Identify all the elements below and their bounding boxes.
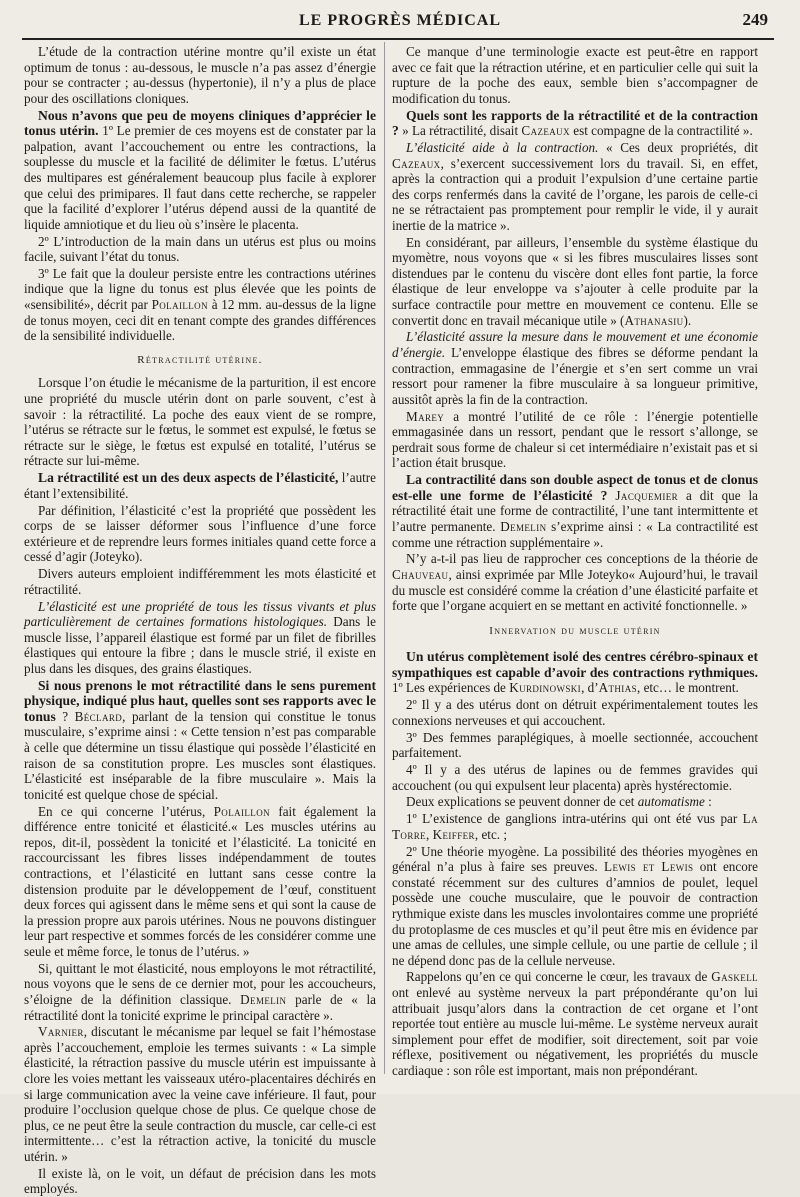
paragraph xyxy=(24,1024,376,1164)
author-name: Athanasiu xyxy=(624,312,684,328)
page-number: 249 xyxy=(742,10,768,29)
italic-statement: L’élasticité est une propriété de tous les tissus vivants et plus particulièrement de certaines formations histologiques. xyxy=(24,598,376,630)
paragraph-text: , ainsi exprimée par Mlle Joteyko« Aujourd’hui, le travail du muscle est considéré comme la création d’une élasticité parfaite et forte que l’organe acquiert en se mettant en activité fonctionnelle. » xyxy=(392,566,758,614)
paragraph xyxy=(392,409,758,471)
paragraph-text: ont encore constaté récemment sur des cultures d’amnios de poulet, lequel possède une couche musculaire, que le pouvoir de contraction rythmique existe dans les muscles involontaires comme une propriété du protoplasme de ces muscles et qu’il peut être mis en évidence par une amas de cellules, une simple cellule, ou une partie de cellule ; il ne dépend donc pas de la cellule nerveuse. xyxy=(392,859,758,968)
paragraph xyxy=(392,697,758,728)
paragraph xyxy=(24,678,376,803)
italic-statement: L’élasticité assure la mesure dans le mouvement et une économie d’énergie. xyxy=(392,329,758,361)
paragraph-text: , d’ xyxy=(581,680,599,696)
paragraph-text: L’étude de la contraction utérine montre qu’il existe un état optimum de tonus : au-dessous, le muscle n’a pas assez d’énergie pour se contracter ; au-dessus (hypertonie), il n’y a plus de place pour des oscillations cloniques. xyxy=(24,44,376,106)
bold-statement: Quels sont les rapports de la rétractilité et de la contraction ? xyxy=(392,107,758,139)
paragraph xyxy=(24,566,376,597)
paragraph-text: Il existe là, on le voit, un défaut de précision dans les mots employés. xyxy=(24,1165,376,1197)
bold-statement: Nous n’avons que peu de moyens cliniques d’apprécier le tonus utérin. xyxy=(24,107,376,139)
paragraph-text: Rappelons qu’en ce qui concerne le cœur, les travaux de xyxy=(406,969,712,985)
paragraph-text: , etc. ; xyxy=(474,826,508,842)
page-header xyxy=(20,8,780,38)
paragraph xyxy=(24,1166,376,1197)
header-rule xyxy=(22,38,774,40)
author-name: La Torre xyxy=(392,811,758,842)
paragraph-text: : xyxy=(704,794,712,810)
paragraph-text: Si, quittant le mot élasticité, nous employons le mot rétractilité, nous voyons que le sens de ce dernier mot, pour les accoucheurs, s’éloigne de la définition classique. xyxy=(24,960,376,1007)
bold-statement: Si nous prenons le mot rétractilité dans le sens purement physique, indiqué plus haut, quelles sont ses rapports avec le tonus xyxy=(24,677,376,724)
paragraph xyxy=(24,503,376,565)
paragraph-text: a montré l’utilité de ce rôle : l’énergie potentielle emmagasinée dans un ressort, pendant que le ressort s’allonge, se perdrait sous forme de chaleur si cet intermédiaire n’existait pas et si l’action était brusque. xyxy=(392,408,758,471)
right-column xyxy=(392,44,758,1078)
paragraph xyxy=(392,329,758,407)
paragraph xyxy=(24,234,376,265)
paragraph-text: 2º Il y a des utérus dont on détruit expérimentalement toutes les connexions nerveuses et qui accouchent. xyxy=(392,697,758,728)
paragraph-text: Dans le muscle lisse, l’appareil élastique est formé par un filet de fibrilles élastiques qui entoure la fibre ; dans le muscle strié, il existe en plus dans les disques, des grains élastiques. xyxy=(24,614,376,676)
paragraph-text: 3º Le fait que la douleur persiste entre les contractions utérines indique que la ligne du tonus est plus élevée que les points de «sensibilité», décrit par xyxy=(24,265,376,313)
author-name: Polaillon xyxy=(151,297,208,313)
paragraph-text: l’autre étant l’extensibilité. xyxy=(24,470,376,501)
author-name: Jacquemier xyxy=(615,487,679,503)
paragraph-text: En ce qui concerne l’utérus, xyxy=(38,803,214,819)
author-name: Cazeaux xyxy=(392,155,441,171)
paragraph-text: Par définition, l’élasticité c’est la propriété que possèdent les corps de se laisser déformer sous l’influence d’une force extérieure et de reprendre leurs formes initiales quand cette force a cessé d’agir (Joteyko). xyxy=(24,502,376,565)
paragraph xyxy=(24,470,376,501)
paragraph xyxy=(24,266,376,344)
paragraph-text: 1º Le premier de ces moyens est de constater par la palpation, avant l’accouchement ou entre les contractions, la souplesse du muscle et la facilité de délimiter le fœtus. L’utérus des multipares est généralement beaucoup plus facile à explorer que celui des primipares. Il faut dans cette recherche, se rappeler que la facilité d’explorer l’utérus dépend aussi de la quantité de liquide amniotique et du lieu où s’insère le placenta. xyxy=(24,123,376,232)
paragraph-text: Deux explications se peuvent donner de cet xyxy=(406,794,638,810)
paragraph-text: ? xyxy=(55,708,75,724)
paragraph-text: 2º Une théorie myogène. La possibilité des théories myogènes en général n’a plus à faire ses preuves. xyxy=(392,843,758,875)
paragraph-text: 3º Des femmes paraplégiques, à moelle sectionnée, accouchent parfaitement. xyxy=(392,729,758,761)
author-name: Keiffer xyxy=(432,826,475,842)
italic-word: automatisme xyxy=(637,794,705,810)
paragraph xyxy=(24,108,376,233)
paragraph xyxy=(392,730,758,761)
paragraph xyxy=(392,794,758,810)
paragraph-text: 1º L’existence de ganglions intra-utérins qui ont été vus par xyxy=(406,811,743,827)
paragraph-text: Lorsque l’on étudie le mécanisme de la parturition, il est encore une propriété du muscle utérin dont on parle souvent, c’est à savoir : la rétractilité. La poche des eaux vient de se rompre, l’utérus se rétracte sur le fœtus, le sommet est expulsé, le fœtus se rétracte sur le siège, le fœtus est expulsé en totalité, l’utérus se rétracte sur lui-même. xyxy=(24,375,376,469)
author-name: Athias xyxy=(598,680,637,696)
paragraph-text: 2º L’introduction de la main dans un utérus est plus ou moins facile, suivant l’état du tonus. xyxy=(24,233,376,265)
paragraph-text: a dit que la rétractilité était une forme de contractilité, l’une tant intermittente et l’autre permanente. xyxy=(392,487,758,534)
paragraph-text: Divers auteurs emploient indifféremment les mots élasticité et rétractilité. xyxy=(24,566,376,597)
left-column xyxy=(24,44,377,1197)
paragraph xyxy=(392,551,758,613)
column-divider xyxy=(384,42,385,1074)
italic-statement: L’élasticité aide à la contraction. xyxy=(406,139,599,155)
author-name: Kurdinowski xyxy=(509,680,582,696)
paragraph-text: , parlant de la tension qui constitue le tonus musculaire, s’exprime ainsi : « Cette tension n’est pas comparable à celle que détermine un tissu élastique qui possède l’élasticité en raison de sa constitution propre. Les muscles sont élastiques. L’élasticité est inséparable de la fibre musculaire ». Mais la tonicité est quelque chose de spécial. xyxy=(24,708,376,802)
author-name: Béclard xyxy=(74,708,123,724)
author-name: Varnier xyxy=(38,1024,84,1040)
paragraph-text: , discutant le mécanisme par lequel se fait l’hémostase après l’accouchement, emploie les termes suivants : « La simple élasticité, la rétraction passive du muscle utérin est impuissante à clore les voies mettant les vaisseaux utéro-placentaires déchirés en si large communication avec la veine cave inférieure. Il faut, pour produire l’occlusion quelque chose de plus. Ce quelque chose de plus, ce ne peut être la seule contraction du muscle, car celle-ci est intermittente… c’est la rétraction active, la tonicité du muscle utérin. » xyxy=(24,1024,376,1165)
author-name: Lewis et Lewis xyxy=(604,859,694,875)
running-title: LE PROGRÈS MÉDICAL xyxy=(298,12,502,29)
paragraph xyxy=(392,44,758,106)
paragraph-text: , xyxy=(426,826,433,842)
paragraph-text: » La rétractilité, disait xyxy=(398,123,522,139)
paragraph-text: ). xyxy=(683,312,692,328)
paragraph xyxy=(392,969,758,1078)
paragraph xyxy=(392,472,758,550)
paragraph xyxy=(392,762,758,793)
section-heading: Rétractilité utérine. xyxy=(137,353,263,366)
paragraph xyxy=(24,599,376,677)
paragraph xyxy=(392,844,758,969)
bold-statement: La contractilité dans son double aspect de tonus et de clonus est-elle une forme de l’élasticité ? xyxy=(392,472,758,503)
paragraph-text: L’enveloppe élastique des fibres se déforme pendant la contraction, emmagasine de l’énergie et s’en sert comme un vrai ressort pour ramener la fibre musculaire à sa longueur primitive, aussitôt après la fin de la contraction. xyxy=(392,345,758,407)
bold-statement: Un utérus complètement isolé des centres cérébro-spinaux et sympathiques est capable d’avoir des contractions rythmiques. xyxy=(392,649,758,680)
paragraph xyxy=(24,961,376,1023)
paragraph-text: s’exprime ainsi : « La contractilité est comme une rétraction supplémentaire ». xyxy=(392,518,759,550)
paragraph xyxy=(392,811,758,842)
paragraph-text: ont enlevé au système nerveux la part prépondérante qu’on lui attribuait jusqu’alors dans la contraction de cet organe et l’ont reportée tout entière au muscle lui-même. Le système nerveux aurait simplement pour effet de modifier, soit directement, soit par voie réflexe, positivement ou négativement, les propriétés du muscle cardiaque : son rôle est important, mais non prépondérant. xyxy=(392,985,758,1079)
author-name: Chauveau xyxy=(392,566,449,582)
paragraph xyxy=(392,108,758,139)
author-name: Demelin xyxy=(240,991,287,1007)
paragraph xyxy=(392,235,758,329)
bold-statement: La rétractilité est un des deux aspects de l’élasticité, xyxy=(38,470,339,486)
paragraph-text: N’y a-t-il pas lieu de rapprocher ces conceptions de la théorie de xyxy=(406,551,758,567)
paragraph xyxy=(392,140,758,234)
paragraph xyxy=(24,375,376,469)
paragraph xyxy=(392,649,758,696)
paragraph-text: , etc… le montrent. xyxy=(637,680,739,696)
paragraph-text: « Ces deux propriétés, dit xyxy=(598,139,758,155)
author-name: Polaillon xyxy=(213,803,270,819)
paragraph-text: 4º Il y a des utérus de lapines ou de femmes gravides qui accouchent (ou qui expulsent leur placenta) après hystérectomie. xyxy=(392,762,758,793)
paragraph-text: est compagne de la contractilité ». xyxy=(569,123,753,139)
paragraph-text: fait également la différence entre tonicité et élasticité.« Les muscles utérins au repos, dit-il, possèdent la tonicité et l’élasticité. La tonicité en raccourcissant les fibres lisses indépendamment de toutes contractions, et l’élasticité en luttant sans cesse contre la distension produite par le développement de l’œuf, constituent deux forces qui agissent dans le même sens et qui sont la cause de la pression propre aux parois utérines. Nous ne pouvons distinguer leur part respective et sommes forcés de les considérer comme une seule et même force, le tonus de l’utérus. » xyxy=(24,803,377,959)
author-name: Demelin xyxy=(500,518,547,534)
paragraph-text: à 12 mm. au-dessus de la ligne de tonus moyen, ceci dit en tenant compte des grandes différences de la sensibilité individuelle. xyxy=(24,297,376,344)
author-name: Marey xyxy=(406,408,445,424)
paragraph xyxy=(24,804,376,960)
paragraph-text: parle de « la rétractilité dont la tonicité exprime le principal caractère ». xyxy=(24,991,377,1023)
paragraph-text: Ce manque d’une terminologie exacte est peut-être en rapport avec ce fait que la rétraction utérine, et en particulier celle qui suit la rupture de la poche des eaux, semble bien s’accompagner de modification du tonus. xyxy=(392,44,758,106)
paragraph-text: , s’exercent successivement lors du travail. Si, en effet, après la contraction qui a produit l’expulsion d’une certaine partie des corps renfermés dans la cavité de l’organe, les parois de celle-ci ne se rétractaient pas promptement pour remplir le vide, il y aurait inertie de la matrice ». xyxy=(392,155,758,233)
author-name: Cazeaux xyxy=(521,123,570,139)
paragraph xyxy=(24,44,376,106)
author-name: Gaskell xyxy=(711,969,758,985)
section-heading: Innervation du muscle utérin xyxy=(489,624,661,637)
paragraph-text: 1º Les expériences de xyxy=(392,680,510,696)
paragraph-text: En considérant, par ailleurs, l’ensemble du système élastique du myomètre, nous voyons que « si les fibres musculaires lisses sont distendues par le contenu du viscère dont elles font partie, la force élastique de leur enveloppe va s’ajouter à celle produite par la surface contractile pour mettre en mouvement ce contenu. Elle se convertit donc en travail mécanique utile » ( xyxy=(392,234,758,328)
